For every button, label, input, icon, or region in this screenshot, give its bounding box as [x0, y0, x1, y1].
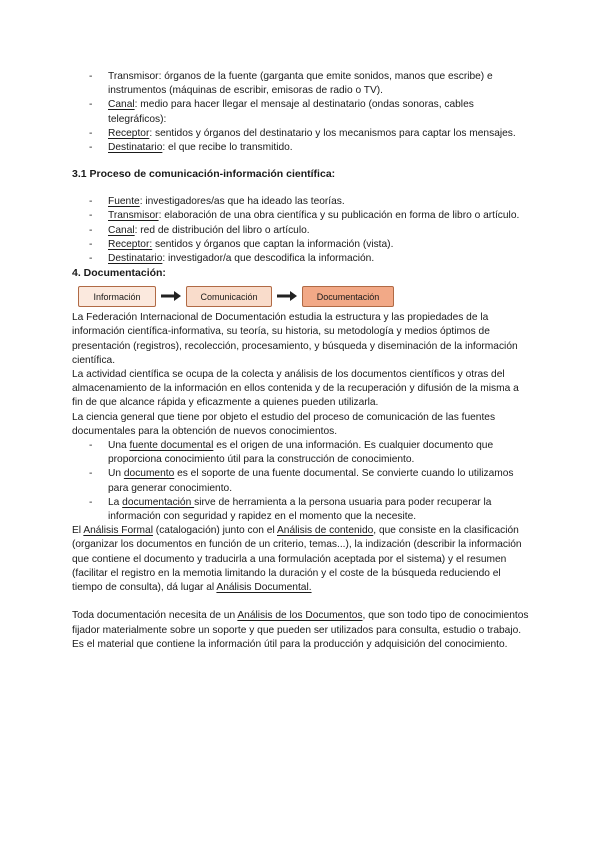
- dash-bullet: -: [89, 142, 93, 154]
- paragraph: La ciencia general que tiene por objeto el estudio del proceso de comunicación de las fuentes documentales para la obtención de nuevos conocimientos.: [72, 411, 496, 437]
- text-run: , que son todo tipo de conocimientos fijador materialmente sobre un soporte y que pueden ser utilizados para consulta, estudio o trabajo. Es el material que contiene la información útil para la producción y adquisición del conocimiento.: [72, 610, 529, 650]
- dash-bullet: -: [89, 468, 93, 480]
- item-text: sentidos y órganos que captan la información (vista).: [152, 238, 394, 250]
- communication-elements-list: [72, 70, 532, 155]
- flow-box-informacion: Información: [78, 286, 156, 307]
- def-pre: Un: [108, 468, 124, 480]
- def-pre: La: [108, 496, 123, 508]
- dash-bullet: -: [89, 127, 93, 139]
- text-run: El: [72, 525, 84, 537]
- def-pre: Una: [108, 440, 130, 452]
- text-run: , que consiste en la clasificación (organizar los documentos en función de un criterio, temas...), la indización (describir la información que contiene el documento y traducirla a una formulación aceptada por el sistema) y el resumen (facilitar el registro en la memotia limitando la duración y el coste de la búsqueda reduciendo el tiempo de consulta), dá lugar al: [72, 525, 522, 594]
- list-item: [72, 439, 532, 467]
- list-item: [72, 224, 532, 238]
- item-text: : medio para hacer llegar el mensaje al destinatario (ondas sonoras, cables telegráficos):: [108, 99, 474, 125]
- dash-bullet: -: [89, 99, 93, 111]
- item-term: Destinatario: [108, 253, 163, 265]
- item-term: Canal: [108, 224, 135, 236]
- item-term: Destinatario: [108, 142, 163, 154]
- list-item: [72, 127, 532, 141]
- final-paragraph: [72, 609, 532, 652]
- item-term: Receptor: [108, 127, 150, 139]
- list-item: [72, 70, 532, 98]
- def-text: sirve de herramienta a la persona usuaria para poder recuperar la información con seguridad y rapidez en el momento que la necesite.: [108, 496, 492, 523]
- dash-bullet: -: [89, 196, 93, 208]
- dash-bullet: -: [89, 440, 93, 452]
- dash-bullet: -: [89, 224, 93, 236]
- term-analisis-contenido: Análisis de contenido: [277, 525, 374, 537]
- text-run: Toda documentación necesita de un: [72, 610, 238, 622]
- right-arrow-icon: [156, 291, 186, 301]
- item-text: : sentidos y órganos del destinatario y los mecanismos para captar los mensajes.: [149, 127, 516, 139]
- item-term: Canal: [108, 99, 135, 111]
- flow-box-documentacion: Documentación: [302, 286, 394, 307]
- section-heading: 3.1 Proceso de comunicación-información científica:: [72, 168, 336, 181]
- document-page: [72, 70, 532, 652]
- def-term: documentación: [122, 496, 195, 508]
- item-term: Transmisor: [108, 210, 159, 222]
- section-heading: 4. Documentación:: [72, 267, 166, 280]
- list-item: [72, 252, 532, 266]
- text-run: (catalogación) junto con el: [152, 525, 277, 537]
- scientific-process-list: [72, 195, 532, 266]
- list-item: [72, 467, 532, 495]
- def-term: fuente documental: [129, 440, 214, 452]
- list-item: [72, 209, 532, 223]
- dash-bullet: -: [89, 496, 93, 508]
- dash-bullet: -: [89, 253, 93, 265]
- list-item: [72, 195, 532, 209]
- paragraph: La actividad científica se ocupa de la colecta y análisis de los documentos científicos y otras del almacenamiento de la información en ellos contenida y de la recuperación y difusión de la misma a fin de que alcance rápida y eficazmente a quienes pueden utilizarla.: [72, 369, 519, 409]
- term-analisis-formal: Análisis Formal: [83, 525, 153, 537]
- term-analisis-documental: Análisis Documental.: [216, 582, 312, 594]
- right-arrow-icon: [272, 291, 302, 301]
- dash-bullet: -: [89, 210, 93, 222]
- item-text: : el que recibe lo transmitido.: [162, 142, 293, 154]
- item-text: : elaboración de una obra científica y su publicación en forma de libro o artículo.: [158, 210, 520, 222]
- list-item: [72, 238, 532, 252]
- flow-box-comunicacion: Comunicación: [186, 286, 272, 307]
- dash-bullet: -: [89, 238, 93, 250]
- item-text: : red de distribución del libro o artículo.: [134, 224, 310, 236]
- paragraph: La Federación Internacional de Documentación estudia la estructura y las propiedades de la información científica-informativa, su teoría, su historia, su metodología y medios óptimos de presentación (registros), recolección, procesamiento, y búsqueda y diseminación de la información científica.: [72, 312, 518, 366]
- definitions-list: [72, 439, 532, 524]
- term-analisis-documentos: Análisis de los Documentos: [237, 610, 363, 622]
- spacer: [72, 595, 532, 609]
- process-flow-diagram: [78, 284, 532, 308]
- item-text: : investigador/a que descodifica la información.: [162, 253, 375, 265]
- item-term: Receptor:: [108, 238, 153, 250]
- item-text: : investigadores/as que ha ideado las teorías.: [139, 196, 345, 208]
- item-text: Transmisor: órganos de la fuente (garganta que emite sonidos, manos que escribe) e instrumentos (máquinas de escribir, emisoras de radio o TV).: [108, 71, 493, 97]
- analisis-paragraph: [72, 524, 532, 595]
- list-item: [72, 496, 532, 524]
- def-text: es el soporte de una fuente documental. Se convierte cuando lo utilizamos para generar conocimiento.: [108, 468, 514, 494]
- def-term: documento: [123, 468, 175, 480]
- def-text: es el origen de una información. Es cualquier documento que proporciona conocimiento útil para la construcción de conocimiento.: [108, 440, 494, 466]
- list-item: [72, 141, 532, 155]
- list-item: [72, 98, 532, 126]
- dash-bullet: -: [89, 71, 93, 82]
- item-term: Fuente: [108, 196, 140, 208]
